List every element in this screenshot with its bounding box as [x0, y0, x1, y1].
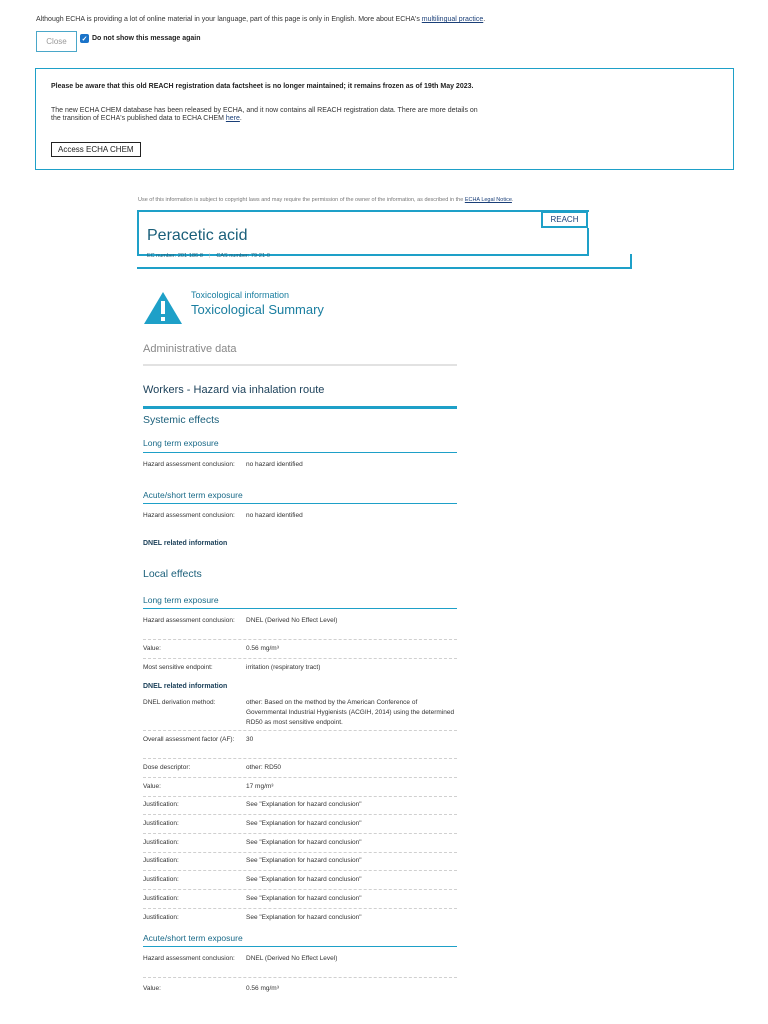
row-value: See "Explanation for hazard conclusion": [246, 857, 362, 864]
close-button[interactable]: Close: [36, 31, 77, 52]
row-value: 30: [246, 736, 254, 743]
row-label: Justification:: [143, 820, 179, 827]
row-label: DNEL derivation method:: [143, 699, 216, 706]
legal-notice-link[interactable]: ECHA Legal Notice: [464, 197, 512, 203]
row-value: other: Based on the method by the American Conference of Governmental Industrial Hygienists (ACGIH, 2014) using the determined RD50 as most sensitive endpoint.: [246, 699, 455, 726]
workers-divider: [143, 406, 457, 409]
copyright-notice: [138, 197, 513, 203]
dont-show-checkbox[interactable]: ✓: [81, 35, 88, 43]
row-value: 0.56 mg/m³: [246, 985, 279, 992]
title-frame-right: [630, 254, 632, 269]
row-value: other: RD50: [246, 764, 282, 771]
title-frame-bottom: [137, 267, 632, 269]
local-long-term-heading: Long term exposure: [143, 595, 219, 605]
table-row: [143, 644, 457, 659]
table-row: [143, 984, 457, 998]
row-label: Dose descriptor:: [143, 764, 191, 771]
copyright-end: .: [511, 197, 514, 203]
table-row: [143, 894, 457, 909]
row-value: no hazard identified: [246, 461, 303, 468]
row-label: Overall assessment factor (AF):: [143, 736, 235, 743]
local-acute-divider: [143, 946, 457, 947]
local-long-term-divider: [143, 608, 457, 609]
row-label: Justification:: [143, 876, 179, 883]
systemic-effects-heading: Systemic effects: [143, 414, 220, 426]
frozen-data-warning: [35, 68, 734, 170]
table-row: [143, 954, 457, 978]
row-value: See "Explanation for hazard conclusion": [246, 876, 362, 883]
systemic-dnel-label: DNEL related information: [143, 540, 228, 547]
table-row: [143, 838, 457, 853]
row-label: Justification:: [143, 895, 179, 902]
workers-inhalation-heading: Workers - Hazard via inhalation route: [143, 384, 325, 396]
row-value: See "Explanation for hazard conclusion": [246, 801, 362, 808]
row-value: See "Explanation for hazard conclusion": [246, 820, 362, 827]
row-value: See "Explanation for hazard conclusion": [246, 914, 362, 921]
row-label: Justification:: [143, 914, 179, 921]
cas-number: CAS number: 79-21-0: [216, 253, 270, 259]
table-row: [143, 663, 457, 677]
table-row: [143, 735, 457, 759]
row-value: 17 mg/m³: [246, 783, 274, 790]
row-label: Justification:: [143, 857, 179, 864]
language-notice: [36, 16, 485, 23]
section-subtitle: Toxicological information: [191, 290, 290, 300]
here-link[interactable]: here: [225, 115, 240, 122]
table-row: [143, 763, 457, 778]
table-row: [143, 511, 457, 533]
table-row: [143, 698, 457, 731]
systemic-acute-heading: Acute/short term exposure: [143, 490, 243, 500]
table-row: [143, 819, 457, 834]
row-label: Hazard assessment conclusion:: [143, 512, 235, 519]
row-value: no hazard identified: [246, 512, 303, 519]
ec-number: EC number: 201-186-8: [147, 253, 203, 259]
table-row: [143, 616, 457, 640]
local-acute-heading: Acute/short term exposure: [143, 933, 243, 943]
row-value: See "Explanation for hazard conclusion": [246, 839, 362, 846]
table-row: [143, 913, 457, 927]
row-label: Hazard assessment conclusion:: [143, 461, 235, 468]
administrative-data-heading[interactable]: Administrative data: [143, 343, 237, 355]
substance-identifiers: [147, 253, 270, 259]
table-row: [143, 460, 457, 482]
substance-name: Peracetic acid: [147, 227, 248, 244]
language-notice-text: Although ECHA is providing a lot of online material in your language, part of this page is only in English. More about ECHA's: [36, 16, 422, 23]
dont-show-option[interactable]: [80, 34, 201, 43]
table-row: [143, 800, 457, 815]
row-label: Value:: [143, 645, 161, 652]
local-dnel-label: DNEL related information: [143, 683, 228, 690]
row-label: Most sensitive endpoint:: [143, 664, 213, 671]
identifier-separator: |: [208, 253, 211, 259]
dont-show-label: Do not show this message again: [92, 35, 201, 42]
section-title: Toxicological Summary: [191, 302, 324, 317]
row-label: Hazard assessment conclusion:: [143, 617, 235, 624]
warning-body: The new ECHA CHEM database has been released by ECHA, and it now contains all REACH registration data. There are more details on the transition of ECHA's published data to ECHA CHEM: [51, 107, 478, 122]
row-value: DNEL (Derived No Effect Level): [246, 617, 338, 624]
warning-triangle-icon: [143, 291, 183, 325]
row-value: See "Explanation for hazard conclusion": [246, 895, 362, 902]
systemic-long-term-heading: Long term exposure: [143, 438, 219, 448]
row-label: Hazard assessment conclusion:: [143, 955, 235, 962]
substance-header-edge: [587, 228, 589, 254]
systemic-acute-divider: [143, 503, 457, 504]
language-notice-end: .: [483, 16, 486, 23]
row-value: DNEL (Derived No Effect Level): [246, 955, 338, 962]
local-effects-heading: Local effects: [143, 568, 202, 580]
row-value: irritation (respiratory tract): [246, 664, 321, 671]
row-label: Value:: [143, 783, 161, 790]
table-row: [143, 875, 457, 890]
warning-end: .: [239, 115, 242, 122]
copyright-text: Use of this information is subject to copyright laws and may require the permission of the owner of the information, as described in the: [138, 197, 465, 203]
warning-title: Please be aware that this old REACH registration data factsheet is no longer maintained; it remains frozen as of 19th May 2023.: [51, 83, 474, 90]
admin-divider: [143, 364, 457, 366]
row-label: Justification:: [143, 839, 179, 846]
warning-text: [51, 107, 481, 123]
row-label: Value:: [143, 985, 161, 992]
access-echa-chem-button[interactable]: Access ECHA CHEM: [51, 142, 141, 157]
row-label: Justification:: [143, 801, 179, 808]
table-row: [143, 782, 457, 797]
multilingual-practice-link[interactable]: multilingual practice: [421, 16, 484, 23]
table-row: [143, 856, 457, 871]
systemic-long-term-divider: [143, 452, 457, 453]
reach-badge: REACH: [541, 211, 588, 228]
row-value: 0.56 mg/m³: [246, 645, 279, 652]
